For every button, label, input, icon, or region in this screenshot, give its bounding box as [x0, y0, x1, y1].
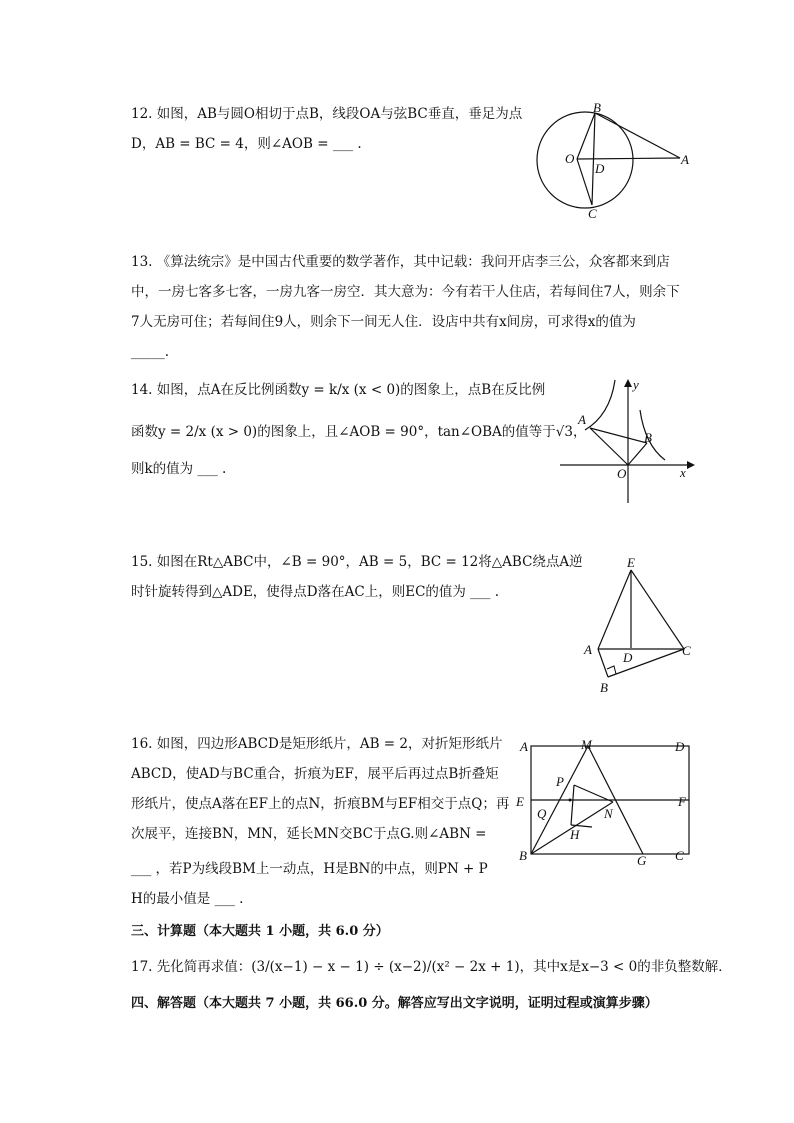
q13-line3: 7人无房可住；若每间住9人，则余下一间无人住．设店中共有x间房，可求得x的值为	[131, 314, 636, 330]
label-e: E	[627, 555, 635, 570]
label-b: B	[593, 100, 601, 115]
label-a: A	[584, 642, 592, 657]
label-o: O	[565, 151, 575, 166]
label-y: y	[633, 377, 639, 392]
label-x: x	[680, 465, 686, 480]
label-n: N	[604, 806, 613, 821]
q16-line2: ABCD，使AD与BC重合，折痕为EF，展平后再过点B折叠矩	[131, 766, 499, 782]
label-d: D	[675, 739, 685, 754]
circle-o	[537, 112, 633, 208]
q16-line6: H的最小值是 ___ .	[131, 891, 244, 907]
q16-line5: ___ ，若P为线段BM上一动点，H是BN的中点，则PN + P	[131, 861, 488, 877]
q12-figure	[525, 100, 705, 220]
label-m: M	[581, 737, 592, 752]
label-b: B	[600, 680, 608, 695]
q16-figure	[512, 735, 702, 870]
label-c: C	[675, 848, 684, 863]
label-g: G	[637, 853, 647, 868]
label-b: B	[519, 848, 527, 863]
label-a: A	[520, 739, 528, 754]
q16-line4: 次展平，连接BN，MN，延长MN交BC于点G.则∠ABN =	[131, 826, 487, 842]
q14-line2: 函数y = 2/x (x > 0)的图象上，且∠AOB = 90°，tan∠OBA的值等于√3，	[131, 424, 587, 440]
q16-line1: 16. 如图，四边形ABCD是矩形纸片，AB = 2，对折矩形纸片	[131, 736, 503, 752]
label-q: Q	[537, 806, 547, 821]
label-o: O	[617, 466, 627, 481]
q13-line1: 13. 《算法统宗》是中国古代重要的数学著作，其中记载：我问开店李三公，众客都来到店	[131, 254, 670, 270]
section-3-heading: 三、计算题（本大题共 1 小题，共 6.0 分）	[131, 924, 389, 939]
section-4-heading: 四、解答题（本大题共 7 小题，共 66.0 分。解答应写出文字说明，证明过程或演算步骤）	[131, 996, 658, 1011]
label-f: F	[678, 794, 686, 809]
q15-line2: 时针旋转得到△ADE，使得点D落在AC上，则EC的值为 ___ .	[131, 584, 500, 600]
q13-line2: 中，一房七客多七客，一房九客一房空．其大意为：今有若干人住店，若每间住7人，则余下	[131, 284, 680, 300]
label-p: P	[556, 774, 564, 789]
q15-line1: 15. 如图在Rt△ABC中，∠B = 90°，AB = 5，BC = 12将△ABC绕点A逆	[131, 554, 583, 570]
label-b: B	[644, 430, 652, 445]
q16-line3: 形纸片，使点A落在EF上的点N，折痕BM与EF相交于点Q；再	[131, 796, 510, 812]
label-h: H	[570, 827, 580, 842]
label-d: D	[595, 161, 605, 176]
label-a: A	[681, 152, 689, 167]
q13-line4: _____.	[131, 344, 170, 360]
label-c: C	[588, 206, 597, 220]
q14-line3: 则k的值为 ___ .	[131, 461, 227, 477]
label-a: A	[578, 412, 586, 427]
q15-figure	[578, 555, 698, 700]
q12-line1: 12. 如图，AB与圆O相切于点B，线段OA与弦BC垂直，垂足为点	[131, 106, 523, 122]
q14-figure	[555, 375, 695, 505]
q17-line: 17. 先化简再求值：(3/(x−1) − x − 1) ÷ (x−2)/(x² − 2x + 1)，其中x是x−3 < 0的非负整数解．	[131, 959, 732, 975]
q12-line2: D，AB = BC = 4，则∠AOB = ___ .	[131, 136, 362, 152]
label-c: C	[682, 643, 691, 658]
q14-line1: 14. 如图，点A在反比例函数y = k/x (x < 0)的图象上，点B在反比例	[131, 382, 546, 398]
label-d: D	[623, 650, 633, 665]
label-e: E	[516, 794, 524, 809]
